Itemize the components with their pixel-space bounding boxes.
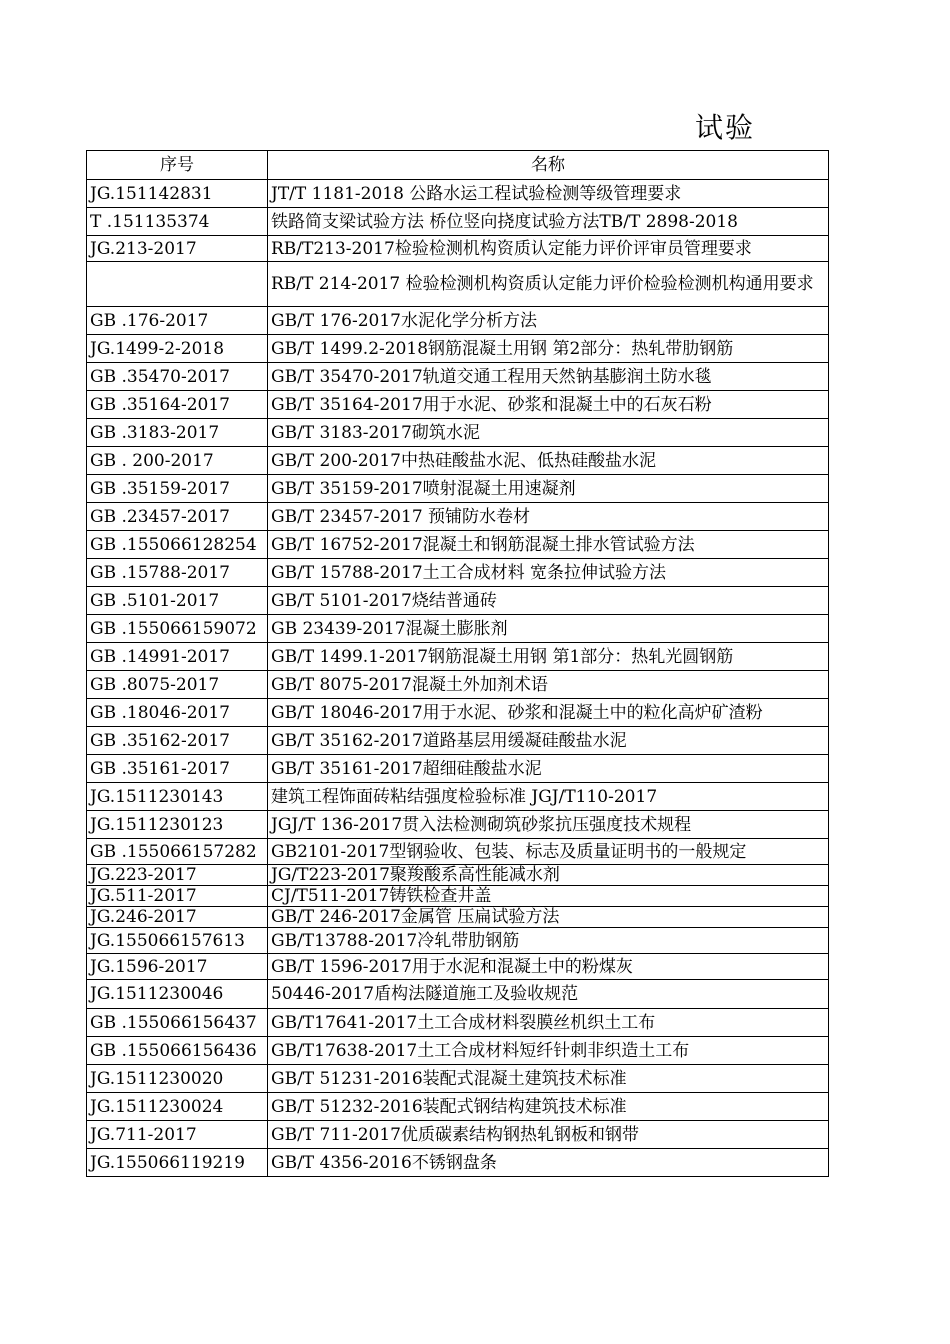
table-row <box>87 363 829 391</box>
table-row <box>87 615 829 643</box>
table-row <box>87 307 829 335</box>
table-row <box>87 391 829 419</box>
table-row <box>87 1093 829 1121</box>
row-name: GB/T 35162-2017道路基层用缓凝硅酸盐水泥 <box>268 727 829 755</box>
row-code: T .151135374 <box>87 208 268 236</box>
row-name: GB/T 3183-2017砌筑水泥 <box>268 419 829 447</box>
table-header-row <box>87 151 829 180</box>
row-code: JG.1511230123 <box>87 811 268 839</box>
row-name: RB/T213-2017检验检测机构资质认定能力评价评审员管理要求 <box>268 236 829 262</box>
table-row <box>87 727 829 755</box>
table-row <box>87 1149 829 1177</box>
row-code: JG.511-2017 <box>87 886 268 907</box>
row-name: GB/T13788-2017冷轧带肋钢筋 <box>268 928 829 954</box>
table-row <box>87 783 829 811</box>
table-row <box>87 1037 829 1065</box>
table-row <box>87 503 829 531</box>
row-code: JG.155066157613 <box>87 928 268 954</box>
row-code: GB .35164-2017 <box>87 391 268 419</box>
row-name: GB/T 23457-2017 预铺防水卷材 <box>268 503 829 531</box>
page-title: 试验 <box>695 111 756 144</box>
row-code: JG.223-2017 <box>87 865 268 886</box>
row-code: JG.1499-2-2018 <box>87 335 268 363</box>
row-code: GB .5101-2017 <box>87 587 268 615</box>
row-name: GB/T 35161-2017超细硅酸盐水泥 <box>268 755 829 783</box>
row-code: GB .35159-2017 <box>87 475 268 503</box>
table-row <box>87 811 829 839</box>
table-row <box>87 907 829 928</box>
table-row <box>87 559 829 587</box>
row-name: GB/T 8075-2017混凝土外加剂术语 <box>268 671 829 699</box>
row-code: GB .155066156437 <box>87 1009 268 1037</box>
row-code: JG.1511230046 <box>87 980 268 1009</box>
table-row <box>87 475 829 503</box>
row-name: RB/T 214-2017 检验检测机构资质认定能力评价检验检测机构通用要求 <box>268 262 829 307</box>
row-code: GB .14991-2017 <box>87 643 268 671</box>
row-name: CJ/T511-2017铸铁检查井盖 <box>268 886 829 907</box>
table-row <box>87 699 829 727</box>
row-name: GB/T 4356-2016不锈钢盘条 <box>268 1149 829 1177</box>
row-code: GB .35470-2017 <box>87 363 268 391</box>
row-code <box>87 262 268 307</box>
row-name: JT/T 1181-2018 公路水运工程试验检测等级管理要求 <box>268 180 829 208</box>
row-name: GB/T 18046-2017用于水泥、砂浆和混凝土中的粒化高炉矿渣粉 <box>268 699 829 727</box>
row-name: 建筑工程饰面砖粘结强度检验标准 JGJ/T110-2017 <box>268 783 829 811</box>
table-row <box>87 980 829 1009</box>
row-code: GB .155066128254 <box>87 531 268 559</box>
table-row <box>87 839 829 865</box>
row-code: GB .155066156436 <box>87 1037 268 1065</box>
table-row <box>87 1121 829 1149</box>
row-name: GB2101-2017型钢验收、包装、标志及质量证明书的一般规定 <box>268 839 829 865</box>
row-name: GB 23439-2017混凝土膨胀剂 <box>268 615 829 643</box>
row-code: GB .176-2017 <box>87 307 268 335</box>
row-code: GB .18046-2017 <box>87 699 268 727</box>
row-code: GB .155066159072 <box>87 615 268 643</box>
row-code: JG.151142831 <box>87 180 268 208</box>
row-name: GB/T17641-2017土工合成材料裂膜丝机织土工布 <box>268 1009 829 1037</box>
row-name: GB/T 35159-2017喷射混凝土用速凝剂 <box>268 475 829 503</box>
row-name: GB/T 35470-2017轨道交通工程用天然钠基膨润土防水毯 <box>268 363 829 391</box>
table-row <box>87 419 829 447</box>
row-name: GB/T 51231-2016装配式混凝土建筑技术标准 <box>268 1065 829 1093</box>
row-name: GB/T 176-2017水泥化学分析方法 <box>268 307 829 335</box>
row-name: 50446-2017盾构法隧道施工及验收规范 <box>268 980 829 1009</box>
table-row <box>87 755 829 783</box>
table-row <box>87 928 829 954</box>
table-row <box>87 262 829 307</box>
row-name: JGJ/T 136-2017贯入法检测砌筑砂浆抗压强度技术规程 <box>268 811 829 839</box>
row-code: JG.1596-2017 <box>87 954 268 980</box>
table-row <box>87 1065 829 1093</box>
table-row <box>87 643 829 671</box>
row-code: JG.213-2017 <box>87 236 268 262</box>
row-name: GB/T 246-2017金属管 压扁试验方法 <box>268 907 829 928</box>
row-name: GB/T 1499.1-2017钢筋混凝土用钢 第1部分：热轧光圆钢筋 <box>268 643 829 671</box>
row-code: GB .35162-2017 <box>87 727 268 755</box>
row-name: GB/T17638-2017土工合成材料短纤针刺非织造土工布 <box>268 1037 829 1065</box>
table-row <box>87 954 829 980</box>
table-row <box>87 335 829 363</box>
row-name: GB/T 51232-2016装配式钢结构建筑技术标准 <box>268 1093 829 1121</box>
row-name: GB/T 711-2017优质碳素结构钢热轧钢板和钢带 <box>268 1121 829 1149</box>
row-code: GB .3183-2017 <box>87 419 268 447</box>
standards-table <box>86 150 829 1177</box>
column-header-serial: 序号 <box>87 151 268 180</box>
row-code: GB .15788-2017 <box>87 559 268 587</box>
row-code: GB . 200-2017 <box>87 447 268 475</box>
table-row <box>87 531 829 559</box>
table-row <box>87 208 829 236</box>
row-code: JG.246-2017 <box>87 907 268 928</box>
row-code: JG.1511230024 <box>87 1093 268 1121</box>
table-row <box>87 886 829 907</box>
row-name: 铁路简支梁试验方法 桥位竖向挠度试验方法TB/T 2898-2018 <box>268 208 829 236</box>
row-code: JG.155066119219 <box>87 1149 268 1177</box>
row-name: GB/T 5101-2017烧结普通砖 <box>268 587 829 615</box>
row-code: GB .35161-2017 <box>87 755 268 783</box>
row-code: JG.1511230020 <box>87 1065 268 1093</box>
row-code: GB .23457-2017 <box>87 503 268 531</box>
row-name: GB/T 15788-2017土工合成材料 宽条拉伸试验方法 <box>268 559 829 587</box>
row-name: GB/T 16752-2017混凝土和钢筋混凝土排水管试验方法 <box>268 531 829 559</box>
table-row <box>87 180 829 208</box>
row-name: GB/T 35164-2017用于水泥、砂浆和混凝土中的石灰石粉 <box>268 391 829 419</box>
table-row <box>87 671 829 699</box>
row-name: JG/T223-2017聚羧酸系高性能减水剂 <box>268 865 829 886</box>
row-code: GB .8075-2017 <box>87 671 268 699</box>
row-code: JG.711-2017 <box>87 1121 268 1149</box>
row-code: GB .155066157282 <box>87 839 268 865</box>
table-row <box>87 865 829 886</box>
table-row <box>87 587 829 615</box>
row-name: GB/T 1499.2-2018钢筋混凝土用钢 第2部分：热轧带肋钢筋 <box>268 335 829 363</box>
table-row <box>87 236 829 262</box>
row-code: JG.1511230143 <box>87 783 268 811</box>
table-row <box>87 447 829 475</box>
table-row <box>87 1009 829 1037</box>
row-name: GB/T 200-2017中热硅酸盐水泥、低热硅酸盐水泥 <box>268 447 829 475</box>
row-name: GB/T 1596-2017用于水泥和混凝土中的粉煤灰 <box>268 954 829 980</box>
column-header-name: 名称 <box>268 151 829 180</box>
